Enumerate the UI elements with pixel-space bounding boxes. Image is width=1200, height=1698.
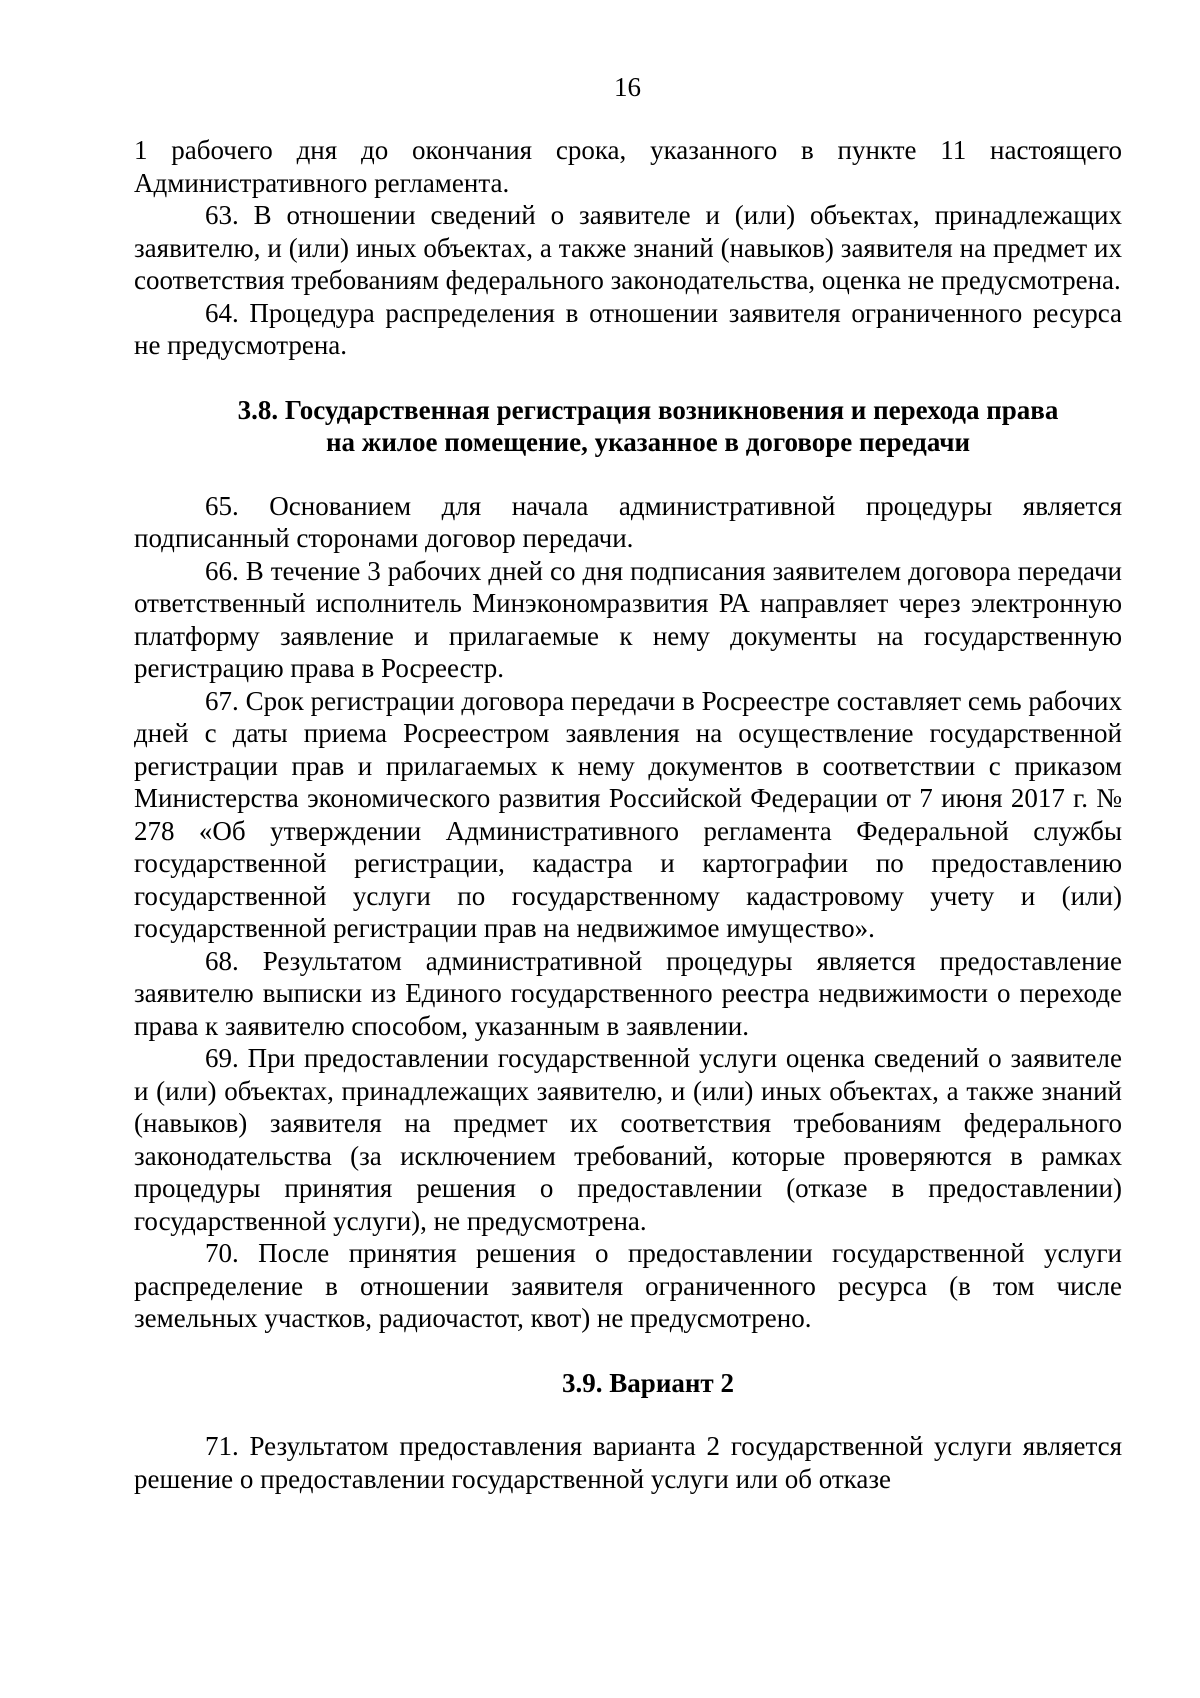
section-heading-3-8 <box>134 394 1122 459</box>
section-heading-3-8-line-1: 3.8. Государственная регистрация возникновения и перехода права <box>237 394 1059 425</box>
page-number: 16 <box>614 72 641 102</box>
paragraph-66: 66. В течение 3 рабочих дней со дня подписания заявителем договора передачи ответственный исполнитель Минэкономразвития РА направляет через электронную платформу заявление и прилагаемые к нему документы на государственную регистрацию права в Росреестр. <box>134 555 1122 683</box>
paragraph-63: 63. В отношении сведений о заявителе и (или) объектах, принадлежащих заявителю, и (или) иных объектах, а также знаний (навыков) заявителя на предмет их соответствия требованиям федерального законодательства, оценка не предусмотрена. <box>134 200 1122 295</box>
paragraph-continuation: 1 рабочего дня до окончания срока, указанного в пункте 11 настоящего Административного регламента. <box>134 135 1122 198</box>
paragraph-64: 64. Процедура распределения в отношении заявителя ограниченного ресурса не предусмотрена. <box>134 297 1122 360</box>
paragraph-71: 71. Результатом предоставления варианта 2 государственной услуги является решение о предоставлении государственной услуги или об отказе <box>134 1431 1122 1494</box>
paragraph-67: 67. Срок регистрации договора передачи в Росреестре составляет семь рабочих дней с даты приема Росреестром заявления на осуществление государственной регистрации прав и прилагаемых к нему документов в соответствии с приказом Министерства экономического развития Российской Федерации от 7 июня 2017 г. № 278 «Об утверждении Административного регламента Федеральной службы государственной регистрации, кадастра и картографии по предоставлению государственной услуги по государственному кадастровому учету и (или) государственной регистрации прав на недвижимое имущество». <box>134 685 1122 943</box>
section-heading-3-8-line-2: на жилое помещение, указанное в договоре передачи <box>325 427 971 457</box>
paragraph-69: 69. При предоставлении государственной услуги оценка сведений о заявителе и (или) объектах, принадлежащих заявителю, и (или) иных объектах, а также знаний (навыков) заявителя на предмет их соответствия требованиям федерального законодательства (за исключением требований, которые проверяются в рамках процедуры принятия решения о предоставлении (отказе в предоставлении) государственной услуги), не предусмотрена. <box>134 1043 1122 1236</box>
paragraph-70: 70. После принятия решения о предоставлении государственной услуги распределение в отношении заявителя ограниченного ресурса (в том числе земельных участков, радиочастот, квот) не предусмотрено. <box>134 1238 1122 1333</box>
paragraph-68: 68. Результатом административной процедуры является предоставление заявителю выписки из Единого государственного реестра недвижимости о переходе права к заявителю способом, указанным в заявлении. <box>134 945 1122 1041</box>
paragraph-65: 65. Основанием для начала административной процедуры является подписанный сторонами договор передачи. <box>134 490 1122 553</box>
section-heading-3-9-line-1: 3.9. Вариант 2 <box>562 1367 734 1398</box>
section-heading-3-9 <box>134 1367 1122 1400</box>
document-body <box>134 134 1122 1495</box>
